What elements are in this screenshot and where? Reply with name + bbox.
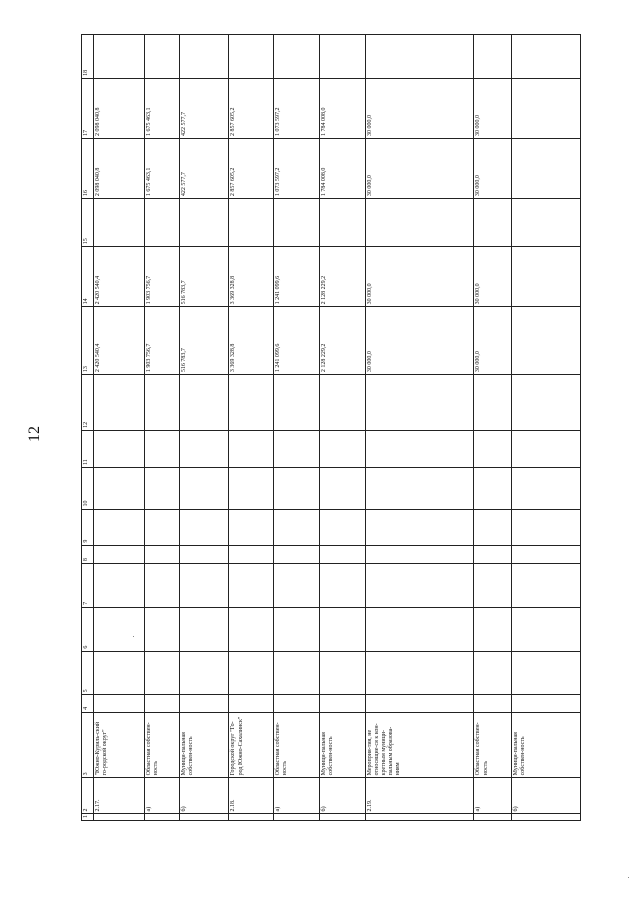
- table-cell: [365, 564, 474, 608]
- table-cell: "Южно-Куриль-ский го-родской округ": [94, 712, 145, 778]
- table-cell: [94, 651, 145, 695]
- budget-table: [81, 34, 581, 821]
- table-cell: [229, 564, 274, 608]
- table-cell: [511, 468, 580, 510]
- table-cell: [229, 651, 274, 695]
- col-header: 3: [82, 712, 94, 778]
- table-cell: [365, 468, 474, 510]
- table-cell: [180, 509, 229, 545]
- table-cell: 2.17.: [94, 778, 145, 814]
- table-cell: [145, 468, 180, 510]
- table-cell: 1 675 463,1: [145, 138, 180, 198]
- table-row: [180, 35, 229, 821]
- table-cell: б): [511, 778, 580, 814]
- table-cell: [474, 814, 511, 821]
- table-cell: а): [274, 778, 320, 814]
- table-cell: [511, 564, 580, 608]
- table-cell: а): [145, 778, 180, 814]
- table-cell: [229, 695, 274, 712]
- table-cell: [274, 199, 320, 247]
- table-row: [474, 35, 511, 821]
- table-cell: Муници-пальная собствен-ность: [511, 712, 580, 778]
- table-cell: [274, 607, 320, 651]
- table-cell: [474, 651, 511, 695]
- col-header: 13: [82, 307, 94, 375]
- table-cell: [145, 545, 180, 564]
- table-cell: [511, 375, 580, 431]
- table-cell: [94, 430, 145, 467]
- table-cell: [319, 430, 365, 467]
- table-cell: [319, 695, 365, 712]
- table-cell: [180, 35, 229, 79]
- table-cell: [145, 509, 180, 545]
- table-cell: [511, 430, 580, 467]
- table-cell: [319, 468, 365, 510]
- table-cell: [180, 199, 229, 247]
- col-header: 17: [82, 78, 94, 138]
- table-cell: [274, 375, 320, 431]
- table-cell: 516 783,7: [180, 247, 229, 307]
- table-cell: [365, 199, 474, 247]
- table-cell: 30 000,0: [365, 307, 474, 375]
- data-table-wrapper: [81, 34, 581, 821]
- table-cell: [274, 468, 320, 510]
- table-cell: [511, 78, 580, 138]
- table-cell: [94, 545, 145, 564]
- table-cell: [274, 35, 320, 79]
- table-cell: [365, 607, 474, 651]
- table-cell: [474, 564, 511, 608]
- col-header: 7: [82, 564, 94, 608]
- table-row: [94, 35, 145, 821]
- table-cell: 3 369 328,8: [229, 247, 274, 307]
- table-cell: [180, 545, 229, 564]
- table-cell: [319, 375, 365, 431]
- table-cell: 1 241 099,6: [274, 307, 320, 375]
- table-cell: [474, 35, 511, 79]
- table-cell: [145, 35, 180, 79]
- table-cell: [145, 564, 180, 608]
- table-cell: 2 420 540,4: [94, 247, 145, 307]
- table-cell: [274, 509, 320, 545]
- table-cell: [94, 814, 145, 821]
- table-cell: [474, 468, 511, 510]
- table-cell: 1 784 008,0: [319, 138, 365, 198]
- table-cell: [365, 814, 474, 821]
- table-cell: Муници-пальная собствен-ность: [180, 712, 229, 778]
- col-header: 5: [82, 651, 94, 695]
- table-cell: 30 000,0: [474, 307, 511, 375]
- table-cell: 1 241 099,6: [274, 247, 320, 307]
- col-header: 18: [82, 35, 94, 79]
- col-header: 12: [82, 375, 94, 431]
- table-cell: 2.18.: [229, 778, 274, 814]
- table-cell: [229, 199, 274, 247]
- col-header: 9: [82, 509, 94, 545]
- table-cell: 1 073 597,2: [274, 78, 320, 138]
- scan-speck: [133, 636, 134, 637]
- table-cell: [145, 814, 180, 821]
- table-cell: [319, 564, 365, 608]
- table-cell: 3 369 328,8: [229, 307, 274, 375]
- table-cell: [474, 430, 511, 467]
- table-cell: [511, 651, 580, 695]
- table-row: [365, 35, 474, 821]
- table-cell: а): [474, 778, 511, 814]
- col-header: 4: [82, 695, 94, 712]
- table-cell: 30 000,0: [365, 138, 474, 198]
- table-cell: [274, 695, 320, 712]
- table-cell: [145, 607, 180, 651]
- table-cell: Областная собствен-ность: [274, 712, 320, 778]
- table-cell: [229, 468, 274, 510]
- table-row: [145, 35, 180, 821]
- table-cell: [180, 695, 229, 712]
- table-cell: 2 098 040,8: [94, 138, 145, 198]
- table-cell: [511, 509, 580, 545]
- table-cell: [319, 814, 365, 821]
- table-cell: [94, 607, 145, 651]
- table-cell: [94, 509, 145, 545]
- table-cell: [145, 651, 180, 695]
- col-header: 10: [82, 468, 94, 510]
- table-cell: [180, 375, 229, 431]
- table-cell: [319, 545, 365, 564]
- table-cell: [180, 468, 229, 510]
- table-cell: 2 098 040,8: [94, 78, 145, 138]
- table-cell: [511, 695, 580, 712]
- table-cell: [229, 545, 274, 564]
- table-body: [94, 35, 581, 821]
- table-cell: 2 128 229,2: [319, 247, 365, 307]
- col-header: 14: [82, 247, 94, 307]
- scan-speck: [628, 877, 629, 878]
- table-cell: [274, 814, 320, 821]
- table-cell: 30 000,0: [474, 138, 511, 198]
- table-cell: Городской округ "Го-род Южно-Сахалинск": [229, 712, 274, 778]
- table-cell: [365, 651, 474, 695]
- table-cell: 2 857 605,2: [229, 78, 274, 138]
- table-cell: [511, 607, 580, 651]
- table-cell: Областная собствен-ность: [474, 712, 511, 778]
- table-cell: [319, 651, 365, 695]
- table-cell: 1 675 463,1: [145, 78, 180, 138]
- table-cell: [145, 199, 180, 247]
- table-cell: [229, 814, 274, 821]
- table-cell: [474, 545, 511, 564]
- table-cell: [145, 375, 180, 431]
- table-cell: [365, 430, 474, 467]
- table-cell: [94, 695, 145, 712]
- table-cell: [94, 199, 145, 247]
- table-cell: [365, 695, 474, 712]
- table-cell: б): [180, 778, 229, 814]
- table-cell: 422 577,7: [180, 138, 229, 198]
- table-cell: 1 903 756,7: [145, 247, 180, 307]
- table-cell: [274, 430, 320, 467]
- table-cell: [229, 35, 274, 79]
- table-cell: [511, 307, 580, 375]
- table-cell: 30 000,0: [365, 247, 474, 307]
- table-cell: [365, 35, 474, 79]
- table-cell: [365, 375, 474, 431]
- table-cell: 2.19.: [365, 778, 474, 814]
- table-cell: 2 128 229,2: [319, 307, 365, 375]
- table-cell: б): [319, 778, 365, 814]
- table-cell: [319, 35, 365, 79]
- table-cell: [319, 509, 365, 545]
- table-cell: [94, 35, 145, 79]
- table-cell: [365, 509, 474, 545]
- header-row: [82, 35, 94, 821]
- table-cell: [511, 199, 580, 247]
- table-cell: 30 000,0: [365, 78, 474, 138]
- table-cell: 1 903 756,7: [145, 307, 180, 375]
- table-cell: [511, 814, 580, 821]
- col-header: 8: [82, 545, 94, 564]
- page-number: 12: [26, 426, 43, 442]
- col-header: 1: [82, 814, 94, 821]
- table-cell: [274, 564, 320, 608]
- table-cell: [474, 695, 511, 712]
- table-cell: [511, 247, 580, 307]
- table-cell: [94, 375, 145, 431]
- table-cell: [511, 545, 580, 564]
- table-cell: [94, 468, 145, 510]
- table-row: [511, 35, 580, 821]
- table-cell: 422 577,7: [180, 78, 229, 138]
- table-cell: 516 783,7: [180, 307, 229, 375]
- table-cell: [511, 35, 580, 79]
- col-header: 11: [82, 430, 94, 467]
- table-cell: 30 000,0: [474, 247, 511, 307]
- table-row: [319, 35, 365, 821]
- table-cell: [474, 509, 511, 545]
- col-header: 2: [82, 778, 94, 814]
- table-cell: [180, 651, 229, 695]
- table-row: [274, 35, 320, 821]
- table-cell: [474, 199, 511, 247]
- table-cell: [180, 607, 229, 651]
- table-cell: [229, 607, 274, 651]
- table-cell: [319, 607, 365, 651]
- table-cell: [319, 199, 365, 247]
- table-cell: [229, 509, 274, 545]
- table-cell: Муници-пальная собствен-ность: [319, 712, 365, 778]
- table-cell: Областная собствен-ность: [145, 712, 180, 778]
- col-header: 15: [82, 199, 94, 247]
- col-header: 16: [82, 138, 94, 198]
- table-cell: [180, 564, 229, 608]
- table-cell: 1 784 008,0: [319, 78, 365, 138]
- table-cell: [229, 375, 274, 431]
- table-cell: [145, 695, 180, 712]
- table-cell: 2 420 540,4: [94, 307, 145, 375]
- table-cell: Мероприя-тия, не относящие-ся к кон-кретным муници-пальным образова-ниям: [365, 712, 474, 778]
- table-cell: [511, 138, 580, 198]
- table-cell: [274, 651, 320, 695]
- table-cell: [180, 430, 229, 467]
- table-cell: [274, 545, 320, 564]
- table-cell: [180, 814, 229, 821]
- table-cell: [94, 564, 145, 608]
- table-cell: 1 073 597,2: [274, 138, 320, 198]
- table-cell: [365, 545, 474, 564]
- table-cell: [145, 430, 180, 467]
- table-cell: [474, 607, 511, 651]
- table-cell: 30 000,0: [474, 78, 511, 138]
- table-cell: [229, 430, 274, 467]
- table-row: [229, 35, 274, 821]
- table-cell: 2 857 605,2: [229, 138, 274, 198]
- table-cell: [474, 375, 511, 431]
- col-header: 6: [82, 607, 94, 651]
